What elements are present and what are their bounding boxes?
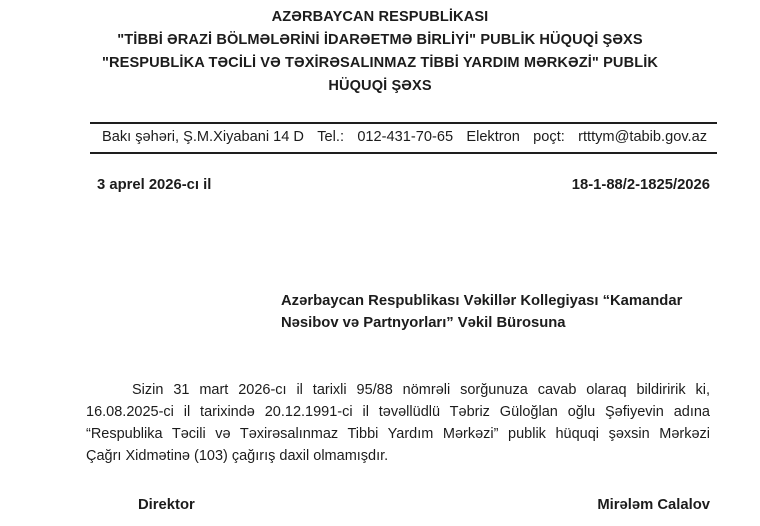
reference-number: 18-1-88/2-1825/2026 <box>571 177 710 193</box>
email-label-part1: Elektron <box>466 129 520 145</box>
organization-header <box>0 6 760 98</box>
letter-date: 3 aprel 2026-cı il <box>97 177 212 193</box>
email-value: rtttym@tabib.gov.az <box>578 129 707 145</box>
org-name-line: HÜQUQİ ŞƏXS <box>328 78 432 94</box>
signature-title: Direktor <box>138 497 195 513</box>
org-name-line: "RESPUBLİKA TƏCİLİ VƏ TƏXİRƏSALINMAZ TİBBİ YARDIM MƏRKƏZİ" PUBLİK <box>101 55 659 71</box>
body-line: Çağrı Xidmətinə (103) çağırış daxil olmamışdır. <box>86 448 389 464</box>
body-paragraph <box>86 379 710 467</box>
date-reference-row <box>97 177 710 193</box>
tel-label: Tel.: <box>317 129 345 145</box>
address-text: Bakı şəhəri, Ş.M.Xiyabani 14 D <box>102 129 304 145</box>
body-line: “Respublika Təcili və Təxirəsalınmaz Tibbi Yardım Mərkəzi” publik hüquqi şəxsin Mərkəzi <box>86 426 710 442</box>
signature-row <box>138 497 710 513</box>
addressee-line: Nəsibov və Partnyorları” Vəkil Bürosuna <box>281 315 566 331</box>
tel-value: 012-431-70-65 <box>357 129 454 145</box>
signature-name: Mirələm Calalov <box>597 497 710 513</box>
email-label-part2: poçt: <box>533 129 565 145</box>
org-name-line: AZƏRBAYCAN RESPUBLİKASI <box>271 9 489 25</box>
addressee-line: Azərbaycan Respublikası Vəkillər Kollegiyası “Kamandar <box>281 293 683 309</box>
addressee-block <box>281 290 726 334</box>
contact-bar <box>90 122 717 154</box>
body-line: 16.08.2025-ci il tarixində 20.12.1991-ci il təvəllüdlü Təbriz Güloğlan oğlu Şəfiyevin adına <box>86 404 710 420</box>
body-line: Sizin 31 mart 2026-cı il tarixli 95/88 nömrəli sorğunuza cavab olaraq bildiririk ki, <box>132 382 710 398</box>
org-name-line: "TİBBİ ƏRAZİ BÖLMƏLƏRİNİ İDARƏETMƏ BİRLİYİ" PUBLİK HÜQUQİ ŞƏXS <box>117 32 643 48</box>
